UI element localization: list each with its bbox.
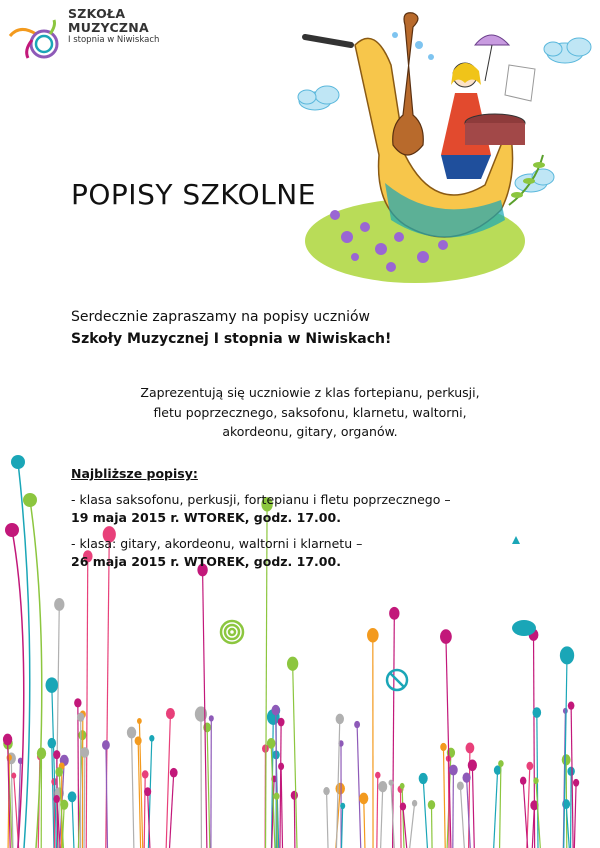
schedule-date: 26 maja 2015 r. WTOREK, godz. 17.00. xyxy=(71,554,341,569)
cloud-flower-icon xyxy=(512,620,536,636)
flower-bud xyxy=(389,607,399,620)
flower-stem xyxy=(574,783,576,848)
musical-instruments-illustration xyxy=(295,5,600,290)
flower-bud xyxy=(533,707,542,718)
flower-bud xyxy=(209,715,214,721)
flower-bud xyxy=(278,718,285,727)
performers-line: Zaprezentują się uczniowie z klas fortepianu, perkusji, xyxy=(140,385,480,400)
flower-bud xyxy=(81,747,90,758)
invitation-text xyxy=(71,306,391,350)
page-title: POPISY SZKOLNE xyxy=(71,178,316,211)
flower-stem xyxy=(423,779,427,848)
flower-stem xyxy=(342,806,343,848)
flower-stem xyxy=(494,770,498,848)
flower-bud xyxy=(77,713,84,722)
flower-bud xyxy=(135,736,142,745)
logo-line-location: I stopnia w Niwiskach xyxy=(68,35,160,45)
schedule-heading: Najbliższe popisy: xyxy=(71,466,198,481)
flower-bud xyxy=(166,708,175,719)
umbrella-icon xyxy=(475,35,509,45)
cloud-icon xyxy=(298,86,339,110)
target-flower-icon xyxy=(221,621,243,643)
invitation-line: Serdecznie zapraszamy na popisy uczniów xyxy=(71,309,370,325)
flower-bud xyxy=(419,773,428,784)
flower-bud xyxy=(48,738,57,749)
flower-stem xyxy=(84,752,85,848)
flower-bud xyxy=(149,735,154,742)
flower-bud xyxy=(520,777,526,785)
flower-stem xyxy=(460,786,464,848)
flower-bud xyxy=(335,783,344,795)
flower-bud xyxy=(272,705,280,715)
flower-bud xyxy=(533,777,538,784)
flower-bud xyxy=(466,743,475,754)
flower-bud xyxy=(53,750,60,759)
flower-bud xyxy=(54,598,64,611)
flower-stem xyxy=(327,791,328,848)
flower-bud xyxy=(46,677,58,693)
flower-bud xyxy=(278,763,284,771)
flower-bud xyxy=(359,793,368,805)
logo-line-music: MUZYCZNA xyxy=(68,19,150,35)
flower-stem xyxy=(281,766,282,848)
flower-bud xyxy=(563,708,568,714)
flower-bud xyxy=(170,768,178,778)
flower-stem xyxy=(166,714,170,848)
flower-bud xyxy=(74,698,81,707)
flower-bud xyxy=(568,701,575,709)
flower-stem xyxy=(443,747,445,848)
flower-bud xyxy=(340,803,345,809)
flower-bud xyxy=(400,783,405,789)
flower-bud xyxy=(102,740,110,750)
flower-stem xyxy=(357,725,361,848)
flower-stem xyxy=(571,771,572,848)
flower-bud xyxy=(54,795,60,803)
flower-bud xyxy=(323,787,329,795)
flower-bud xyxy=(291,791,298,800)
flower-bud xyxy=(137,718,142,724)
flower-bud xyxy=(378,781,387,792)
flower-stem xyxy=(523,781,527,848)
flower-stem xyxy=(86,556,88,848)
cloud-icon xyxy=(544,38,591,63)
flower-bud xyxy=(440,743,447,751)
flower-bud xyxy=(55,767,63,777)
flower-bud xyxy=(498,760,504,767)
flower-stem xyxy=(14,776,19,848)
logo-line-school: SZKOŁA xyxy=(68,6,126,21)
flower-bud xyxy=(11,773,16,779)
flower-stem xyxy=(500,764,501,848)
flower-stem xyxy=(410,803,415,848)
invitation-school-name: Szkoły Muzycznej I stopnia w Niwiskach! xyxy=(71,331,392,347)
flower-bud xyxy=(5,523,19,537)
flower-bud xyxy=(440,629,452,644)
flower-bud xyxy=(462,772,470,782)
flower-bud xyxy=(68,791,77,802)
flower-stem xyxy=(30,500,42,848)
performers-line: akordeonu, gitary, organów. xyxy=(222,424,398,439)
flower-stem xyxy=(132,733,134,848)
flower-stem xyxy=(170,773,174,848)
flower-bud xyxy=(367,628,379,642)
flower-bud xyxy=(412,800,417,807)
flower-bud xyxy=(274,793,280,800)
flower-bud xyxy=(468,760,477,772)
flower-stem xyxy=(431,805,432,848)
flower-stem xyxy=(381,787,383,848)
flower-bud xyxy=(560,646,574,664)
flower-stem xyxy=(207,727,210,848)
performers-line: fletu poprzecznego, saksofonu, klarnetu, waltorni, xyxy=(153,404,467,420)
flower-bud xyxy=(567,767,575,776)
flower-stem xyxy=(294,795,295,848)
performers-text xyxy=(120,383,500,442)
flower-stem xyxy=(78,703,79,848)
schedule-classes: - klasa saksofonu, perkusji, fortepianu i fletu poprzecznego – xyxy=(71,492,451,507)
flower-bud xyxy=(11,455,25,469)
flower-stem xyxy=(144,774,145,848)
flower-bud xyxy=(449,765,458,776)
french-horn-icon xyxy=(6,14,66,66)
flower-stem xyxy=(72,797,74,848)
flower-bud xyxy=(336,714,344,724)
flower-stem xyxy=(453,770,454,848)
flower-bud xyxy=(457,781,464,790)
flower-bud xyxy=(573,779,579,787)
schedule-classes: - klasa: gitary, akordeonu, waltorni i klarnetu – xyxy=(71,536,363,551)
flower-bud xyxy=(23,493,37,507)
flower-bud xyxy=(526,762,533,770)
schedule-section xyxy=(71,465,451,579)
flower-bud xyxy=(144,787,151,796)
flower-stem xyxy=(472,765,474,848)
flower-stem xyxy=(401,789,402,848)
flower-stem xyxy=(364,798,365,848)
flower-stem xyxy=(277,796,278,848)
schedule-date: 19 maja 2015 r. WTOREK, godz. 17.00. xyxy=(71,510,341,525)
school-logo xyxy=(6,8,166,68)
flower-bud xyxy=(3,734,12,746)
arrow-flower-icon xyxy=(512,536,520,544)
flower-bud xyxy=(388,780,393,786)
flower-bud xyxy=(142,770,149,778)
flower-bud xyxy=(375,772,380,779)
flower-bud xyxy=(354,721,360,728)
flower-bud xyxy=(287,657,298,671)
flower-stem xyxy=(12,530,24,848)
no-sign-icon xyxy=(387,670,407,690)
flower-bud xyxy=(400,803,406,811)
flower-bud xyxy=(127,727,136,739)
flower-bud xyxy=(428,800,435,809)
flower-stem xyxy=(377,775,378,848)
flower-bud xyxy=(562,754,571,765)
